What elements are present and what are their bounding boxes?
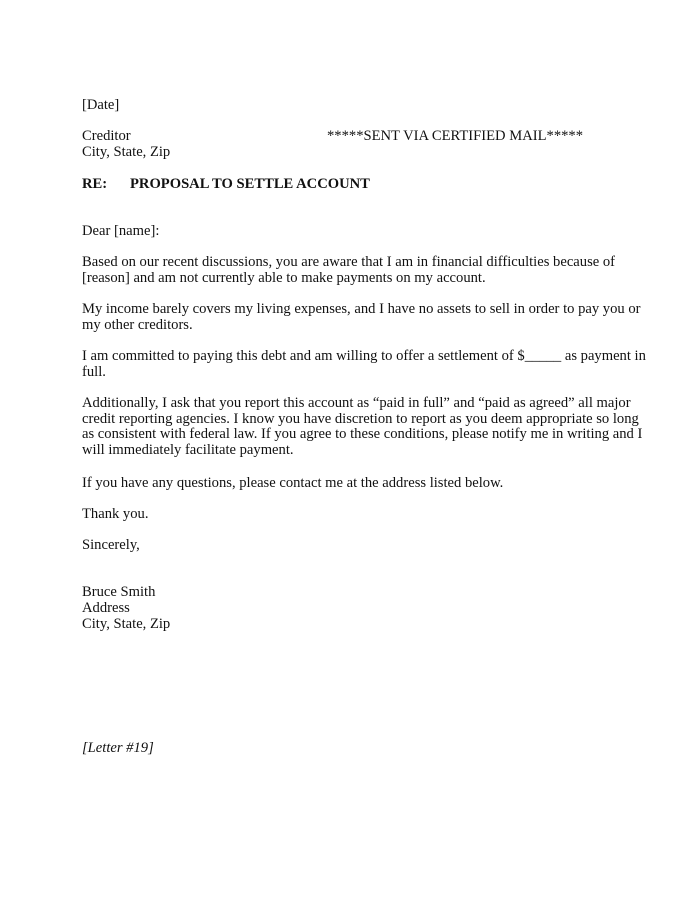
sender-name: Bruce Smith — [82, 584, 156, 600]
letter-date: [Date] — [82, 97, 120, 113]
paragraph-line: [reason] and am not currently able to make payments on my account. — [82, 269, 486, 286]
paragraph-line: credit reporting agencies. I know you have discretion to report as you deem appropriate so long — [82, 410, 639, 427]
sender-address: Address — [82, 600, 130, 616]
paragraph-line: will immediately facilitate payment. — [82, 442, 294, 459]
paragraph-line: I am committed to paying this debt and am willing to offer a settlement of $_____ as payment in — [82, 348, 646, 364]
paragraph-line: My income barely covers my living expenses, and I have no assets to sell in order to pay you or — [82, 301, 641, 317]
certified-mail-notice: *****SENT VIA CERTIFIED MAIL***** — [327, 128, 584, 144]
paragraph-credit-reporting — [82, 395, 643, 459]
paragraph-questions: If you have any questions, please contact me at the address listed below. — [82, 475, 504, 491]
paragraph-line: Based on our recent discussions, you are aware that I am in financial difficulties because of — [82, 254, 616, 270]
paragraph-financial-difficulties — [82, 255, 617, 286]
paragraph-line: Additionally, I ask that you report this account as “paid in full” and “paid as agreed” all major — [82, 395, 631, 411]
paragraph-line: my other creditors. — [82, 316, 193, 333]
letter-number-footer: [Letter #19] — [82, 740, 154, 756]
salutation: Dear [name]: — [82, 223, 160, 239]
subject-text: PROPOSAL TO SETTLE ACCOUNT — [130, 176, 370, 192]
recipient-city-state-zip: City, State, Zip — [82, 144, 171, 160]
paragraph-thank-you: Thank you. — [82, 506, 149, 522]
paragraph-settlement-offer — [82, 348, 646, 380]
subject-line — [82, 176, 370, 192]
paragraph-income — [82, 301, 641, 333]
paragraph-line: full. — [82, 363, 106, 380]
sender-city-state-zip: City, State, Zip — [82, 616, 171, 632]
recipient-name: Creditor — [82, 128, 131, 144]
closing: Sincerely, — [82, 537, 140, 553]
paragraph-line: as consistent with federal law. If you agree to these conditions, please notify me in writing and I — [82, 426, 643, 443]
subject-label: RE: — [82, 176, 108, 192]
